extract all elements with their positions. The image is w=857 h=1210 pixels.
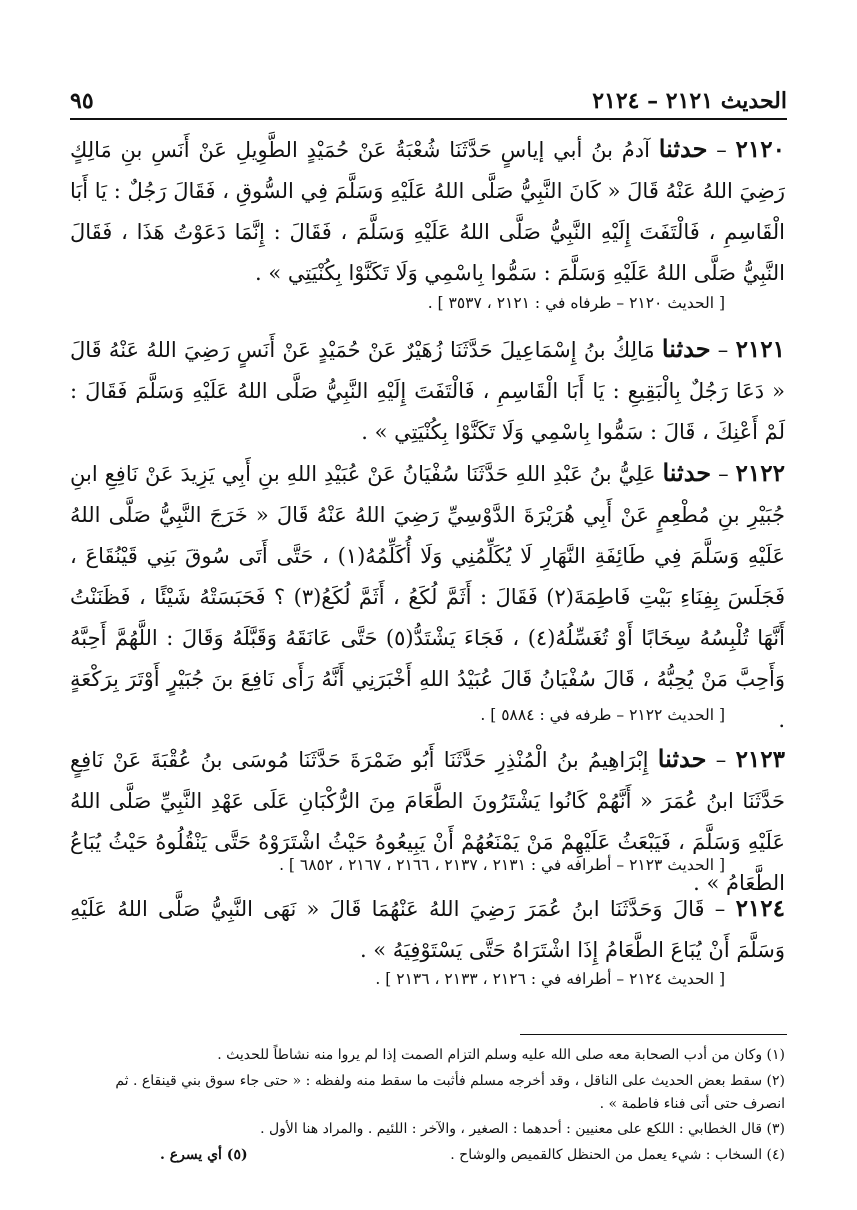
hadith-text: عَلِيُّ بنُ عَبْدِ اللهِ حَدَّثَنَا سُفْيَانُ عَنْ عُبَيْدِ اللهِ بنِ أَبِي يَزِيدَ عَنْ نَافِعِ ابنِ جُبَيْرِ بنِ مُطْعِمٍ عَنْ أَبِي هُرَيْرَةَ الدَّوْسِيِّ رَضِيَ اللهُ عَنْهُ قَالَ « خَرَجَ النَّبِيُّ صَلَّى اللهُ عَلَيْهِ وَسَلَّمَ فِي طَائِفَةِ النَّهَارِ لَا يُكَلِّمُنِي وَلَا أُكَلِّمُهُ(١) ، حَتَّى أَتَى سُوقَ بَنِي قَيْنُقَاعَ ، فَجَلَسَ بِفِنَاءِ بَيْتِ فَاطِمَةَ(٢) فَقَالَ : أَثَمَّ لُكَعُ ، أَثَمَّ لُكَعُ(٣) ؟ فَحَبَسَتْهُ شَيْئًا ، فَظَنَنْتُ أَنَّهَا تُلْبِسُهُ سِخَابًا أَوْ تُغَسِّلُهُ(٤) ، فَجَاءَ يَشْتَدُّ(٥) حَتَّى عَانَقَهُ وَقَبَّلَهُ وَقَالَ : اللَّهُمَّ أَحِبَّهُ وَأَحِبَّ مَنْ يُحِبُّهُ ، قَالَ سُفْيَانُ قَالَ عُبَيْدُ اللهِ أَخْبَرَنِي أَنَّهُ رَأَى نَافِعَ بنَ جُبَيْرٍ أَوْتَرَ بِرَكْعَةٍ .: [70, 462, 785, 732]
hadith-lead: حدثنا: [658, 134, 708, 163]
hadith-2124-ref: [ الحديث ٢١٢٤ – أطرافه في : ٢١٢٦ ، ٢١٣٣ ، ٢١٣٦ ] .: [375, 970, 725, 988]
hadith-2121: ٢١٢١ – حدثنا مَالِكُ بنُ إِسْمَاعِيلَ حَدَّثَنَا زُهَيْرٌ عَنْ حُمَيْدٍ عَنْ أَنَسٍ رَضِيَ اللهُ عَنْهُ قَالَ « دَعَا رَجُلٌ بِالْبَقِيعِ : يَا أَبَا الْقَاسِمِ ، فَالْتَفَتَ إِلَيْهِ النَّبِيُّ صَلَّى اللهُ عَلَيْهِ وَسَلَّمَ فَقَالَ : لَمْ أَعْنِكَ ، قَالَ : سَمُّوا بِاسْمِي وَلَا تَكَنَّوْا بِكُنْيَتِي » .: [70, 334, 785, 444]
header-rule: [70, 118, 787, 120]
hadith-number: ٢١٢٢: [735, 460, 785, 487]
hadith-2123-ref: [ الحديث ٢١٢٣ – أطرافه في : ٢١٣١ ، ٢١٣٧ ، ٢١٦٦ ، ٢١٦٧ ، ٦٨٥٢ ] .: [279, 856, 725, 874]
footnote-4: (٤) السخاب : شيء يعمل من الحنظل كالقميص والوشاح .: [450, 1147, 785, 1163]
hadith-lead: حدثنا: [661, 334, 711, 363]
footnote-3: (٣) قال الخطابي : اللكع على معنيين : أحدهما : الصغير ، والآخر : اللئيم . والمراد هنا الأول .: [260, 1121, 785, 1137]
hadith-text: إِبْرَاهِيمُ بنُ الْمُنْذِرِ حَدَّثَنَا أَبُو ضَمْرَةَ حَدَّثَنَا مُوسَى بنُ عُقْبَةَ عَنْ نَافِعٍ حَدَّثَنَا ابنُ عُمَرَ « أَنَّهُمْ كَانُوا يَشْتَرُونَ الطَّعَامَ مِنَ الرُّكْبَانِ عَلَى عَهْدِ النَّبِيِّ صَلَّى اللهُ عَلَيْهِ وَسَلَّمَ ، فَيَبْعَثُ عَلَيْهِمْ مَنْ يَمْنَعُهُمْ أَنْ يَبِيعُوهُ حَيْثُ اشْتَرَوْهُ حَتَّى يَنْقُلُوهُ حَيْثُ يُبَاعُ الطَّعَامُ » .: [70, 748, 785, 895]
hadith-text: مَالِكُ بنُ إِسْمَاعِيلَ حَدَّثَنَا زُهَيْرٌ عَنْ حُمَيْدٍ عَنْ أَنَسٍ رَضِيَ اللهُ عَنْهُ قَالَ « دَعَا رَجُلٌ بِالْبَقِيعِ : يَا أَبَا الْقَاسِمِ ، فَالْتَفَتَ إِلَيْهِ النَّبِيُّ صَلَّى اللهُ عَلَيْهِ وَسَلَّمَ فَقَالَ : لَمْ أَعْنِكَ ، قَالَ : سَمُّوا بِاسْمِي وَلَا تَكَنَّوْا بِكُنْيَتِي » .: [70, 338, 785, 444]
page-number: ٩٥: [70, 88, 94, 114]
hadith-text: قَالَ وَحَدَّثَنَا ابنُ عُمَرَ رَضِيَ اللهُ عَنْهُمَا قَالَ « نَهَى النَّبِيُّ صَلَّى اللهُ عَلَيْهِ وَسَلَّمَ أَنْ يُبَاعَ الطَّعَامُ إِذَا اشْتَرَاهُ حَتَّى يَسْتَوْفِيَهُ » .: [70, 897, 785, 962]
hadith-2120: ٢١٢٠ – حدثنا آدمُ بنُ أبي إياسٍ حَدَّثَنَا شُعْبَةُ عَنْ حُمَيْدٍ الطَّوِيلِ عَنْ أَنَسِ بنِ مَالِكٍ رَضِيَ اللهُ عَنْهُ قَالَ « كَانَ النَّبِيُّ صَلَّى اللهُ عَلَيْهِ وَسَلَّمَ فِي السُّوقِ ، فَقَالَ رَجُلٌ : يَا أَبَا الْقَاسِمِ ، فَالْتَفَتَ إِلَيْهِ النَّبِيُّ صَلَّى اللهُ عَلَيْهِ وَسَلَّمَ ، فَقَالَ : إِنَّمَا دَعَوْتُ هَذَا ، فَقَالَ النَّبِيُّ صَلَّى اللهُ عَلَيْهِ وَسَلَّمَ : سَمُّوا بِاسْمِي وَلَا تَكَنَّوْا بِكُنْيَتِي » .: [70, 134, 785, 285]
hadith-2120-ref: [ الحديث ٢١٢٠ – طرفاه في : ٢١٢١ ، ٣٥٣٧ ] .: [427, 294, 725, 312]
hadith-2122: ٢١٢٢ – حدثنا عَلِيُّ بنُ عَبْدِ اللهِ حَدَّثَنَا سُفْيَانُ عَنْ عُبَيْدِ اللهِ بنِ أَبِي يَزِيدَ عَنْ نَافِعِ ابنِ جُبَيْرِ بنِ مُطْعِمٍ عَنْ أَبِي هُرَيْرَةَ الدَّوْسِيِّ رَضِيَ اللهُ عَنْهُ قَالَ « خَرَجَ النَّبِيُّ صَلَّى اللهُ عَلَيْهِ وَسَلَّمَ فِي طَائِفَةِ النَّهَارِ لَا يُكَلِّمُنِي وَلَا أُكَلِّمُهُ(١) ، حَتَّى أَتَى سُوقَ بَنِي قَيْنُقَاعَ ، فَجَلَسَ بِفِنَاءِ بَيْتِ فَاطِمَةَ(٢) فَقَالَ : أَثَمَّ لُكَعُ ، أَثَمَّ لُكَعُ(٣) ؟ فَحَبَسَتْهُ شَيْئًا ، فَظَنَنْتُ أَنَّهَا تُلْبِسُهُ سِخَابًا أَوْ تُغَسِّلُهُ(٤) ، فَجَاءَ يَشْتَدُّ(٥) حَتَّى عَانَقَهُ وَقَبَّلَهُ وَقَالَ : اللَّهُمَّ أَحِبَّهُ وَأَحِبَّ مَنْ يُحِبُّهُ ، قَالَ سُفْيَانُ قَالَ عُبَيْدُ اللهِ أَخْبَرَنِي أَنَّهُ رَأَى نَافِعَ بنَ جُبَيْرٍ أَوْتَرَ بِرَكْعَةٍ .: [70, 458, 785, 732]
hadith-lead: حدثنا: [662, 458, 712, 487]
page-header: [70, 80, 787, 114]
footnote-2: (٢) سقط بعض الحديث على الناقل ، وقد أخرجه مسلم فأثبت ما سقط منه ولفظه : « حتى جاء سوق بني قينقاع . ثم انصرف حتى أتى فناء فاطمة » .: [115, 1073, 785, 1112]
hadith-2122-ref: [ الحديث ٢١٢٢ – طرفه في : ٥٨٨٤ ] .: [480, 706, 725, 724]
running-title: الحديث ٢١٢١ – ٢١٢٤: [592, 88, 787, 114]
hadith-number: ٢١٢١: [735, 336, 785, 363]
footnote-5: (٥) أي يسرع .: [160, 1147, 248, 1163]
hadith-number: ٢١٢٣: [735, 746, 785, 773]
hadith-2123: ٢١٢٣ – حدثنا إِبْرَاهِيمُ بنُ الْمُنْذِرِ حَدَّثَنَا أَبُو ضَمْرَةَ حَدَّثَنَا مُوسَى بنُ عُقْبَةَ عَنْ نَافِعٍ حَدَّثَنَا ابنُ عُمَرَ « أَنَّهُمْ كَانُوا يَشْتَرُونَ الطَّعَامَ مِنَ الرُّكْبَانِ عَلَى عَهْدِ النَّبِيِّ صَلَّى اللهُ عَلَيْهِ وَسَلَّمَ ، فَيَبْعَثُ عَلَيْهِمْ مَنْ يَمْنَعُهُمْ أَنْ يَبِيعُوهُ حَيْثُ اشْتَرَوْهُ حَتَّى يَنْقُلُوهُ حَيْثُ يُبَاعُ الطَّعَامُ » .: [70, 744, 785, 895]
hadith-text: آدمُ بنُ أبي إياسٍ حَدَّثَنَا شُعْبَةُ عَنْ حُمَيْدٍ الطَّوِيلِ عَنْ أَنَسِ بنِ مَالِكٍ رَضِيَ اللهُ عَنْهُ قَالَ « كَانَ النَّبِيُّ صَلَّى اللهُ عَلَيْهِ وَسَلَّمَ فِي السُّوقِ ، فَقَالَ رَجُلٌ : يَا أَبَا الْقَاسِمِ ، فَالْتَفَتَ إِلَيْهِ النَّبِيُّ صَلَّى اللهُ عَلَيْهِ وَسَلَّمَ ، فَقَالَ : إِنَّمَا دَعَوْتُ هَذَا ، فَقَالَ النَّبِيُّ صَلَّى اللهُ عَلَيْهِ وَسَلَّمَ : سَمُّوا بِاسْمِي وَلَا تَكَنَّوْا بِكُنْيَتِي » .: [70, 138, 785, 285]
footnote-4-row: [70, 1144, 785, 1167]
footnote-rule: [520, 1034, 787, 1035]
hadith-lead: حدثنا: [657, 744, 707, 773]
footnote-1: (١) وكان من أدب الصحابة معه صلى الله عليه وسلم التزام الصمت إذا لم يروا منه نشاطاً للحديث .: [217, 1047, 785, 1063]
hadith-number: ٢١٢٤: [735, 895, 785, 922]
hadith-number: ٢١٢٠: [735, 136, 785, 163]
hadith-2124: ٢١٢٤ – قَالَ وَحَدَّثَنَا ابنُ عُمَرَ رَضِيَ اللهُ عَنْهُمَا قَالَ « نَهَى النَّبِيُّ صَلَّى اللهُ عَلَيْهِ وَسَلَّمَ أَنْ يُبَاعَ الطَّعَامُ إِذَا اشْتَرَاهُ حَتَّى يَسْتَوْفِيَهُ » .: [70, 895, 785, 962]
